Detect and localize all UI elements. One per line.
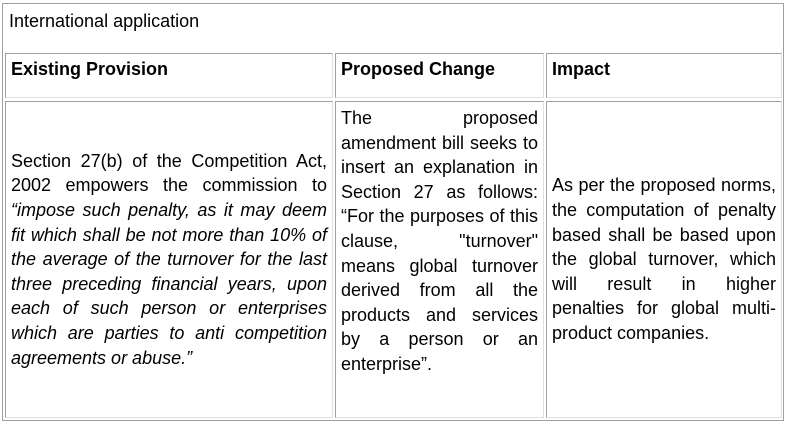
cell-existing-provision [5,101,333,418]
existing-provision-quote: “impose such penalty, as it may deem fit which shall be not more than 10% of the average of the turnover for the last three preceding financial years, upon each of such person or enterprises which are parties to anti competition agreements or abuse.” [11,200,327,368]
proposed-change-text: The proposed amendment bill seeks to insert an explanation in Section 27 as follows: “For the purposes of this clause, "turnover" means global turnover derived from all the products and services by a person or an enterprise”. [341,108,538,374]
table-caption: International application [9,11,200,31]
cell-impact [546,101,782,418]
existing-provision-text [11,149,327,370]
column-header-proposed-change: Proposed Change [335,53,544,98]
impact-text: As per the proposed norms, the computation of penalty based shall be based upon the global turnover, which will result in higher penalties for global multi-product companies. [552,175,776,343]
column-header-existing-provision: Existing Provision [5,53,333,98]
cell-proposed-change [335,101,544,418]
existing-provision-intro: Section 27(b) of the Competition Act, 2002 empowers the commission to [11,150,327,196]
column-header-impact: Impact [546,53,782,98]
